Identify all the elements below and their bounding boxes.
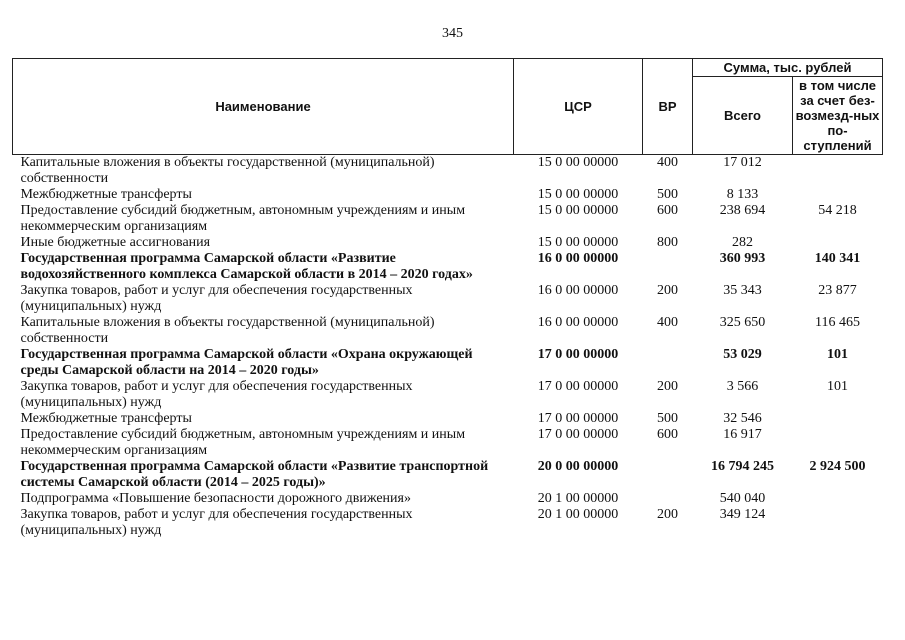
cell-gratuitous: 54 218 bbox=[818, 203, 857, 218]
cell-name: Закупка товаров, работ и услуг для обеспечения государственных (муниципальных) нужд bbox=[20, 379, 413, 410]
cell-csr: 15 0 00 00000 bbox=[537, 203, 619, 218]
cell-total: 540 040 bbox=[719, 491, 766, 506]
table-row bbox=[13, 347, 883, 379]
cell-name: Закупка товаров, работ и услуг для обеспечения государственных (муниципальных) нужд bbox=[20, 283, 413, 314]
cell-vr: 200 bbox=[657, 507, 678, 522]
cell-vr: 200 bbox=[657, 283, 678, 298]
cell-total: 360 993 bbox=[719, 251, 766, 266]
cell-csr: 16 0 00 00000 bbox=[537, 315, 619, 330]
table-row bbox=[13, 411, 883, 427]
cell-gratuitous bbox=[793, 491, 883, 507]
cell-gratuitous: 101 bbox=[827, 379, 848, 394]
cell-gratuitous: 140 341 bbox=[814, 251, 861, 266]
cell-csr: 16 0 00 00000 bbox=[537, 283, 619, 298]
cell-name: Государственная программа Самарской области «Охрана окружающей среды Самарской области на 2014 – 2020 годы» bbox=[20, 347, 473, 378]
table-body bbox=[13, 155, 883, 540]
cell-csr: 17 0 00 00000 bbox=[537, 347, 619, 362]
cell-total: 8 133 bbox=[726, 187, 759, 202]
cell-gratuitous bbox=[793, 235, 883, 251]
cell-vr: 600 bbox=[657, 427, 678, 442]
table-header bbox=[13, 59, 883, 155]
budget-table bbox=[12, 58, 883, 539]
cell-csr: 20 1 00 00000 bbox=[537, 507, 619, 522]
cell-vr: 500 bbox=[657, 187, 678, 202]
cell-gratuitous: 116 465 bbox=[815, 315, 860, 330]
header-vr: ВР bbox=[643, 59, 693, 155]
cell-vr: 500 bbox=[657, 411, 678, 426]
cell-csr: 16 0 00 00000 bbox=[537, 251, 619, 266]
cell-total: 32 546 bbox=[723, 411, 762, 426]
cell-vr: 800 bbox=[657, 235, 678, 250]
cell-csr: 20 0 00 00000 bbox=[537, 459, 619, 474]
cell-vr: 200 bbox=[657, 379, 678, 394]
table-row bbox=[13, 315, 883, 347]
cell-csr: 15 0 00 00000 bbox=[537, 155, 619, 170]
cell-csr: 15 0 00 00000 bbox=[537, 187, 619, 202]
cell-name: Закупка товаров, работ и услуг для обеспечения государственных (муниципальных) нужд bbox=[20, 507, 413, 538]
table-row bbox=[13, 155, 883, 188]
table-row bbox=[13, 459, 883, 491]
cell-gratuitous bbox=[793, 411, 883, 427]
cell-name: Капитальные вложения в объекты государственной (муниципальной) собственности bbox=[20, 155, 435, 186]
cell-csr: 20 1 00 00000 bbox=[537, 491, 619, 506]
table-row bbox=[13, 283, 883, 315]
cell-name: Государственная программа Самарской области «Развитие водохозяйственного комплекса Самарской области в 2014 – 2020 годах» bbox=[20, 251, 473, 282]
cell-vr bbox=[643, 251, 693, 283]
header-csr: ЦСР bbox=[514, 59, 643, 155]
table-row bbox=[13, 507, 883, 539]
cell-csr: 15 0 00 00000 bbox=[537, 235, 619, 250]
table-row bbox=[13, 235, 883, 251]
header-sum: Сумма, тыс. рублей bbox=[693, 59, 883, 77]
cell-gratuitous bbox=[793, 155, 883, 188]
table-row bbox=[13, 251, 883, 283]
cell-total: 238 694 bbox=[719, 203, 766, 218]
cell-gratuitous: 23 877 bbox=[818, 283, 857, 298]
cell-gratuitous: 101 bbox=[827, 347, 848, 362]
header-name: Наименование bbox=[13, 59, 514, 155]
cell-gratuitous bbox=[793, 507, 883, 539]
cell-csr: 17 0 00 00000 bbox=[537, 427, 619, 442]
cell-csr: 17 0 00 00000 bbox=[537, 379, 619, 394]
cell-vr bbox=[643, 491, 693, 507]
cell-gratuitous: 2 924 500 bbox=[809, 459, 866, 474]
cell-gratuitous bbox=[793, 427, 883, 459]
cell-name: Межбюджетные трансферты bbox=[20, 411, 192, 426]
cell-name: Предоставление субсидий бюджетным, автономным учреждениям и иным некоммерческим организациям bbox=[20, 203, 466, 234]
page-number: 345 bbox=[442, 26, 463, 41]
table-row bbox=[13, 187, 883, 203]
cell-vr bbox=[643, 347, 693, 379]
cell-name: Иные бюджетные ассигнования bbox=[20, 235, 211, 250]
cell-csr: 17 0 00 00000 bbox=[537, 411, 619, 426]
header-total: Всего bbox=[693, 77, 793, 155]
cell-vr bbox=[643, 459, 693, 491]
cell-total: 349 124 bbox=[719, 507, 766, 522]
cell-name: Подпрограмма «Повышение безопасности дорожного движения» bbox=[20, 491, 411, 506]
cell-name: Государственная программа Самарской области «Развитие транспортной системы Самарской области (2014 – 2025 годы)» bbox=[20, 459, 489, 490]
cell-vr: 600 bbox=[657, 203, 678, 218]
cell-total: 35 343 bbox=[723, 283, 762, 298]
table-row bbox=[13, 203, 883, 235]
cell-total: 17 012 bbox=[723, 155, 762, 170]
cell-name: Капитальные вложения в объекты государственной (муниципальной) собственности bbox=[20, 315, 435, 346]
table-row bbox=[13, 379, 883, 411]
table-row bbox=[13, 491, 883, 507]
cell-total: 16 917 bbox=[723, 427, 762, 442]
cell-vr: 400 bbox=[657, 315, 678, 330]
cell-total: 325 650 bbox=[719, 315, 766, 330]
cell-gratuitous bbox=[793, 187, 883, 203]
cell-total: 3 566 bbox=[726, 379, 759, 394]
header-gratuitous: в том числе за счет без-возмезд-ных по-ступлений bbox=[793, 77, 883, 155]
cell-total: 282 bbox=[732, 235, 753, 250]
cell-vr: 400 bbox=[657, 155, 678, 170]
cell-name: Предоставление субсидий бюджетным, автономным учреждениям и иным некоммерческим организациям bbox=[20, 427, 466, 458]
cell-total: 16 794 245 bbox=[711, 459, 774, 474]
table-row bbox=[13, 427, 883, 459]
cell-name: Межбюджетные трансферты bbox=[20, 187, 192, 202]
cell-total: 53 029 bbox=[723, 347, 762, 362]
